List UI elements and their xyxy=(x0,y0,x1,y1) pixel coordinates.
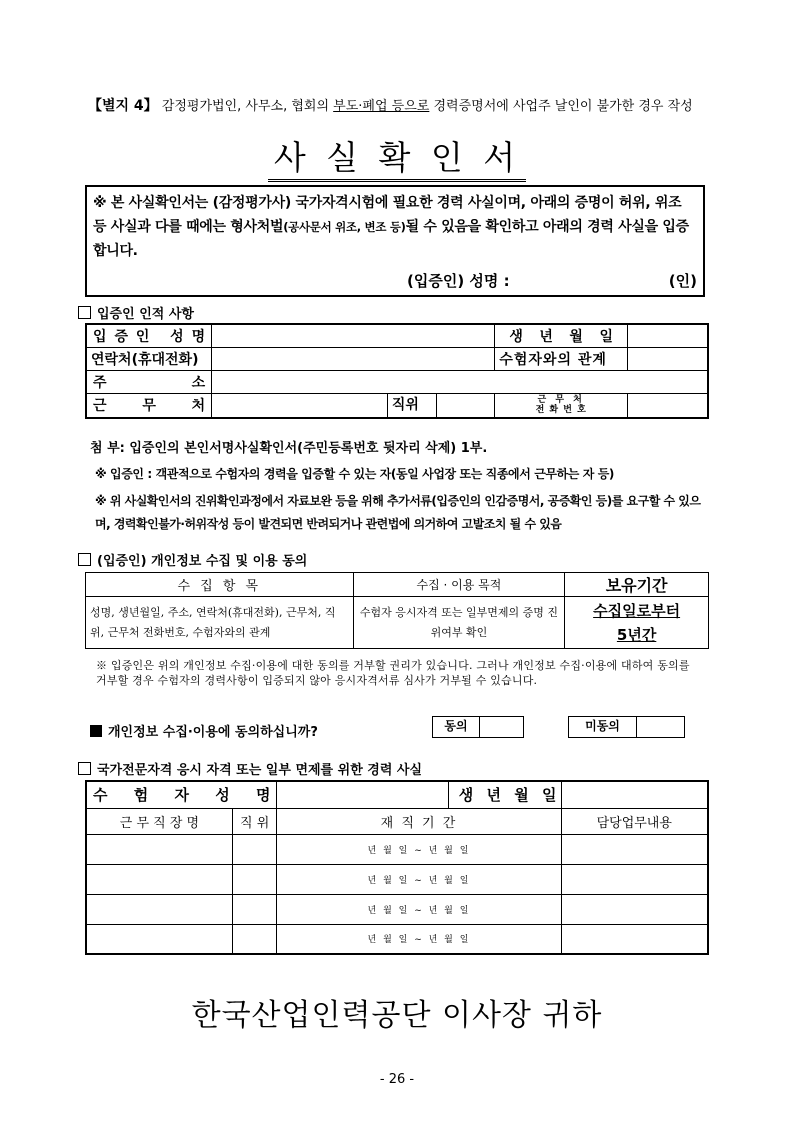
agree-option[interactable] xyxy=(432,716,524,738)
witness-info-table xyxy=(85,323,709,419)
section1-heading xyxy=(78,303,194,322)
witness-position-field[interactable] xyxy=(437,394,495,417)
table-row xyxy=(86,894,708,924)
col-duties-header: 담당업무내용 xyxy=(561,808,708,834)
privacy-consent-table xyxy=(85,572,709,649)
workplace-field[interactable] xyxy=(86,834,232,864)
witness-birth-field[interactable] xyxy=(628,324,708,347)
checkbox-icon xyxy=(78,306,91,319)
col-period-header: 보유기간 xyxy=(565,573,709,597)
position-field[interactable] xyxy=(232,864,277,894)
page-number: - 26 - xyxy=(379,1072,415,1087)
recipient: 한국산업인력공단 이사장 귀하 xyxy=(191,998,603,1033)
witness-relation-field[interactable] xyxy=(628,347,708,370)
witness-work-phone-label: 근 무 처 전 화 번 호 xyxy=(495,393,628,418)
witness-address-field[interactable] xyxy=(212,370,708,393)
agree-label: 동의 xyxy=(433,717,480,737)
section1-heading-text: 입증인 인적 사항 xyxy=(97,307,194,322)
career-table xyxy=(85,780,709,955)
period-field[interactable]: 년 월 일 ~ 년 월 일 xyxy=(277,894,561,924)
header-text-underlined: 부도·폐업 등으로 xyxy=(333,99,430,114)
document-title xyxy=(0,137,794,182)
witness-position-label: 직위 xyxy=(388,394,437,417)
header-text-2: 경력증명서에 사업주 날인이 불가한 경우 작성 xyxy=(429,99,693,114)
section2-heading-text: (입증인) 개인정보 수집 및 이용 동의 xyxy=(97,554,308,569)
seal-mark: (인) xyxy=(668,272,697,290)
witness-work-field[interactable] xyxy=(212,393,388,418)
form-header xyxy=(88,95,728,115)
notice-body-2: 될 수 있음을 확인하고 아래의 경력 사실을 입증합니다. xyxy=(93,219,689,259)
note-verification: ※ 위 사실확인서의 진위확인과정에서 자료보완 등을 위해 추가서류(입증인의 인감증명서, 공증확인 등)를 요구할 수 있으며, 경력확인불가·허위작성 등이 발견되면 반려되거나 관련법에 의거하여 고발조치 될 수 있음 xyxy=(95,494,701,531)
col-period-header: 재 직 기 간 xyxy=(277,808,561,834)
witness-position-cell xyxy=(387,393,495,418)
period-field[interactable]: 년 월 일 ~ 년 월 일 xyxy=(277,864,561,894)
form-number: 【별지 4】 xyxy=(88,98,158,114)
witness-birth-label: 생 년 월 일 xyxy=(495,324,628,347)
period-value: 수집일로부터 5년간 xyxy=(565,597,709,649)
position-field[interactable] xyxy=(232,894,277,924)
signature-label: (입증인) 성명 : xyxy=(407,272,510,290)
notice-body-1: ※ 본 사실확인서는 (감정평가사) 국가자격시험에 필요한 경력 사실이며, 아래의 증명이 허위, 위조 등 사실과 다를 때에는 형사처벌 xyxy=(93,195,682,235)
examinee-birth-field[interactable] xyxy=(561,781,708,808)
agree-checkbox[interactable] xyxy=(480,717,523,737)
table-row xyxy=(86,864,708,894)
refusal-note: ※ 입증인은 위의 개인정보 수집·이용에 대한 동의를 거부할 권리가 있습니다. 그러나 개인정보 수집·이용에 대하여 동의를 거부할 경우 수험자의 경력사항이 입증되지 않아 응시자격서류 심사가 거부될 수 있습니다. xyxy=(96,659,690,687)
note-witness: ※ 입증인 : 객관적으로 수험자의 경력을 입증할 수 있는 자(동일 사업장 또는 직종에서 근무하는 자 등) xyxy=(95,467,614,481)
position-field[interactable] xyxy=(232,834,277,864)
witness-relation-label: 수험자와의 관계 xyxy=(495,347,628,370)
notice-body-small: (공사문서 위조, 변조 등) xyxy=(283,220,406,234)
consent-question-text: 개인정보 수집·이용에 동의하십니까? xyxy=(108,725,318,740)
items-value: 성명, 생년월일, 주소, 연락처(휴대전화), 근무처, 직위, 근무처 전화번호, 수험자와의 관계 xyxy=(86,597,354,649)
workplace-field[interactable] xyxy=(86,924,232,954)
col-position-header: 직 위 xyxy=(232,808,277,834)
header-text-1: 감정평가법인, 사무소, 협회의 xyxy=(161,99,334,114)
examinee-name-field[interactable] xyxy=(277,781,448,808)
section3-heading-text: 국가전문자격 응시 자격 또는 일부 면제를 위한 경력 사실 xyxy=(97,763,423,778)
witness-name-label: 입 증 인 성 명 xyxy=(86,324,212,347)
disagree-option[interactable] xyxy=(568,716,685,738)
notice-text xyxy=(93,191,697,263)
duties-field[interactable] xyxy=(561,834,708,864)
workplace-field[interactable] xyxy=(86,894,232,924)
attachment-text: 첨 부: 입증인의 본인서명사실확인서(주민등록번호 뒷자리 삭제) 1부. xyxy=(90,441,488,456)
witness-work-phone-field[interactable] xyxy=(628,393,708,418)
witness-contact-label: 연락처(휴대전화) xyxy=(86,347,212,370)
table-row xyxy=(86,834,708,864)
section3-heading xyxy=(78,759,422,778)
witness-contact-field[interactable] xyxy=(212,347,495,370)
col-items-header: 수 집 항 목 xyxy=(86,573,354,597)
col-purpose-header: 수집 · 이용 목적 xyxy=(353,573,565,597)
table-row xyxy=(86,924,708,954)
position-field[interactable] xyxy=(232,924,277,954)
duties-field[interactable] xyxy=(561,894,708,924)
section2-heading xyxy=(78,550,307,569)
duties-field[interactable] xyxy=(561,864,708,894)
examinee-birth-label: 생 년 월 일 xyxy=(448,781,561,808)
witness-name-field[interactable] xyxy=(212,324,495,347)
witness-address-label: 주 소 xyxy=(86,370,212,393)
period-field[interactable]: 년 월 일 ~ 년 월 일 xyxy=(277,834,561,864)
col-workplace-header: 근 무 직 장 명 xyxy=(86,808,232,834)
disagree-label: 미동의 xyxy=(569,717,637,737)
checkbox-icon xyxy=(78,553,91,566)
examinee-name-label: 수 험 자 성 명 xyxy=(86,781,277,808)
consent-question xyxy=(90,721,318,740)
witness-work-label: 근 무 처 xyxy=(86,393,212,418)
notice-box xyxy=(85,185,705,297)
checkbox-icon xyxy=(78,762,91,775)
filled-square-icon xyxy=(90,725,102,737)
duties-field[interactable] xyxy=(561,924,708,954)
title-text: 사 실 확 인 서 xyxy=(268,137,526,182)
disagree-checkbox[interactable] xyxy=(637,717,684,737)
purpose-value: 수험자 응시자격 또는 일부면제의 증명 진위여부 확인 xyxy=(353,597,565,649)
period-field[interactable]: 년 월 일 ~ 년 월 일 xyxy=(277,924,561,954)
workplace-field[interactable] xyxy=(86,864,232,894)
